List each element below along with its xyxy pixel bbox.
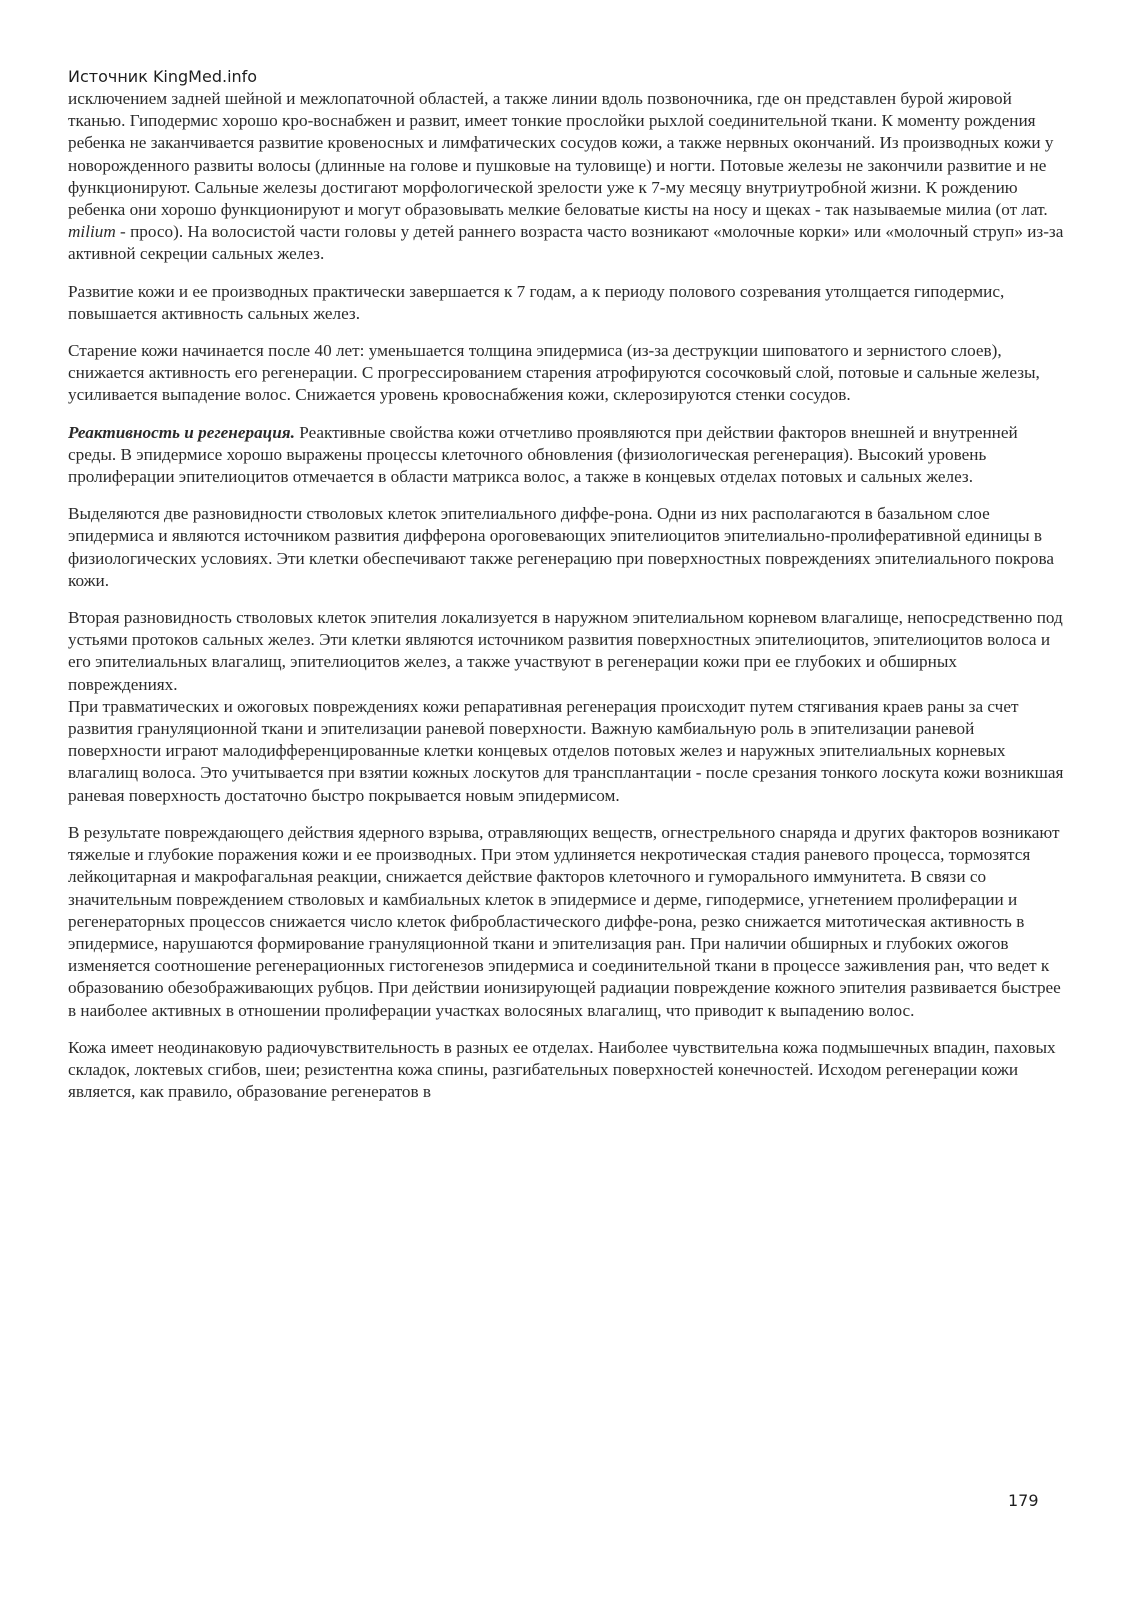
paragraph-4	[68, 422, 1068, 489]
page-number: 179	[1008, 1491, 1039, 1510]
paragraph-1-text-a: исключением задней шейной и межлопаточной областей, а также линии вдоль позвоночника, где он представлен бурой жировой тканью. Гиподермис хорошо кро-воснабжен и развит, имеет тонкие прослойки рыхлой соединительной ткани. К моменту рождения ребенка не заканчивается развитие кровеносных и лимфатических сосудов кожи, а также нервных окончаний. Из производных кожи у новорожденного развиты волосы (длинные на голове и пушковые на туловище) и ногти. Потовые железы не закончили развитие и не функционируют. Сальные железы достигают морфологической зрелости уже к 7-му месяцу внутриутробной жизни. К рождению ребенка они хорошо функционируют и могут образовывать мелкие беловатые кисты на носу и щеках - так называемые милиа (от лат.	[68, 89, 1054, 220]
paragraph-8: В результате повреждающего действия ядерного взрыва, отравляющих веществ, огнестрельного снаряда и других факторов возникают тяжелые и глубокие поражения кожи и ее производных. При этом удлиняется некротическая стадия раневого процесса, тормозятся лейкоцитарная и макрофагальная реакции, снижается действие факторов клеточного и гуморального иммунитета. В связи со значительным повреждением стволовых и камбиальных клеток в эпидермисе и дерме, гиподермисе, угнетением пролиферации и регенераторных процессов снижается число клеток фибробластического диффе-рона, резко снижается митотическая активность в эпидермисе, нарушаются формирование грануляционной ткани и эпителизация ран. При наличии обширных и глубоких ожогов изменяется соотношение регенерационных гистогенезов эпидермиса и соединительной ткани в процессе заживления ран, что ведет к образованию обезображивающих рубцов. При действии ионизирующей радиации повреждение кожного эпителия развивается быстрее в наиболее активных в отношении пролиферации участках волосяных влагалищ, что приводит к выпадению волос.	[68, 822, 1061, 1020]
paragraph-2: Развитие кожи и ее производных практически завершается к 7 годам, а к периоду полового созревания утолщается гиподермис, повышается активность сальных желез.	[68, 281, 1005, 323]
paragraph-6: Вторая разновидность стволовых клеток эпителия локализуется в наружном эпителиальном корневом влагалище, непосредственно под устьями протоков сальных желез. Эти клетки являются источником развития поверхностных эпителиоцитов, эпителиоцитов волоса и его эпителиальных влагалищ, эпителиоцитов желез, а также участвуют в регенерации кожи при ее глубоких и обширных повреждениях.	[68, 608, 1063, 694]
paragraph-1-text-b: - просо). На волосистой части головы у детей раннего возраста часто возникают «молочные корки» или «молочный струп» из-за активной секреции сальных желез.	[68, 222, 1064, 264]
paragraph-5: Выделяются две разновидности стволовых клеток эпителиального диффе-рона. Одни из них располагаются в базальном слое эпидермиса и являются источником развития дифферона ороговевающих эпителиоцитов эпителиально-пролиферативной единицы в физиологических условиях. Эти клетки обеспечивают также регенерацию при поверхностных повреждениях эпителиального покрова кожи.	[68, 504, 1054, 590]
paragraph-1	[68, 88, 1068, 266]
source-header: Источник KingMed.info	[68, 67, 258, 86]
document-page	[68, 66, 1068, 1118]
paragraph-7: При травматических и ожоговых повреждениях кожи репаративная регенерация происходит путем стягивания краев раны за счет развития грануляционной ткани и эпителизации раневой поверхности. Важную камбиальную роль в эпителизации раневой поверхности играют малодифференцированные клетки концевых отделов потовых желез и наружных эпителиальных корневых влагалищ волоса. Это учитывается при взятии кожных лоскутов для трансплантации - после срезания тонкого лоскута кожи возникшая раневая поверхность достаточно быстро покрывается новым эпидермисом.	[68, 696, 1064, 805]
latin-term: milium	[68, 222, 116, 242]
paragraph-4-text: Реактивные свойства кожи отчетливо проявляются при действии факторов внешней и внутренней среды. В эпидермисе хорошо выражены процессы клеточного обновления (физиологическая регенерация). Высокий уровень пролиферации эпителиоцитов отмечается в области матрикса волос, а также в концевых отделах потовых и сальных желез.	[68, 422, 1018, 487]
section-heading-inline: Реактивность и регенерация.	[68, 422, 295, 442]
paragraph-9: Кожа имеет неодинаковую радиочувствительность в разных ее отделах. Наиболее чувствительна кожа подмышечных впадин, паховых складок, локтевых сгибов, шеи; резистентна кожа спины, разгибательных поверхностей конечностей. Исходом регенерации кожи является, как правило, образование регенератов в	[68, 1037, 1056, 1102]
paragraph-3: Старение кожи начинается после 40 лет: уменьшается толщина эпидермиса (из-за деструкции шиповатого и зернистого слоев), снижается активность его регенерации. С прогрессированием старения атрофируются сосочковый слой, потовые и сальные железы, усиливается выпадение волос. Снижается уровень кровоснабжения кожи, склерозируются стенки сосудов.	[68, 341, 1040, 405]
